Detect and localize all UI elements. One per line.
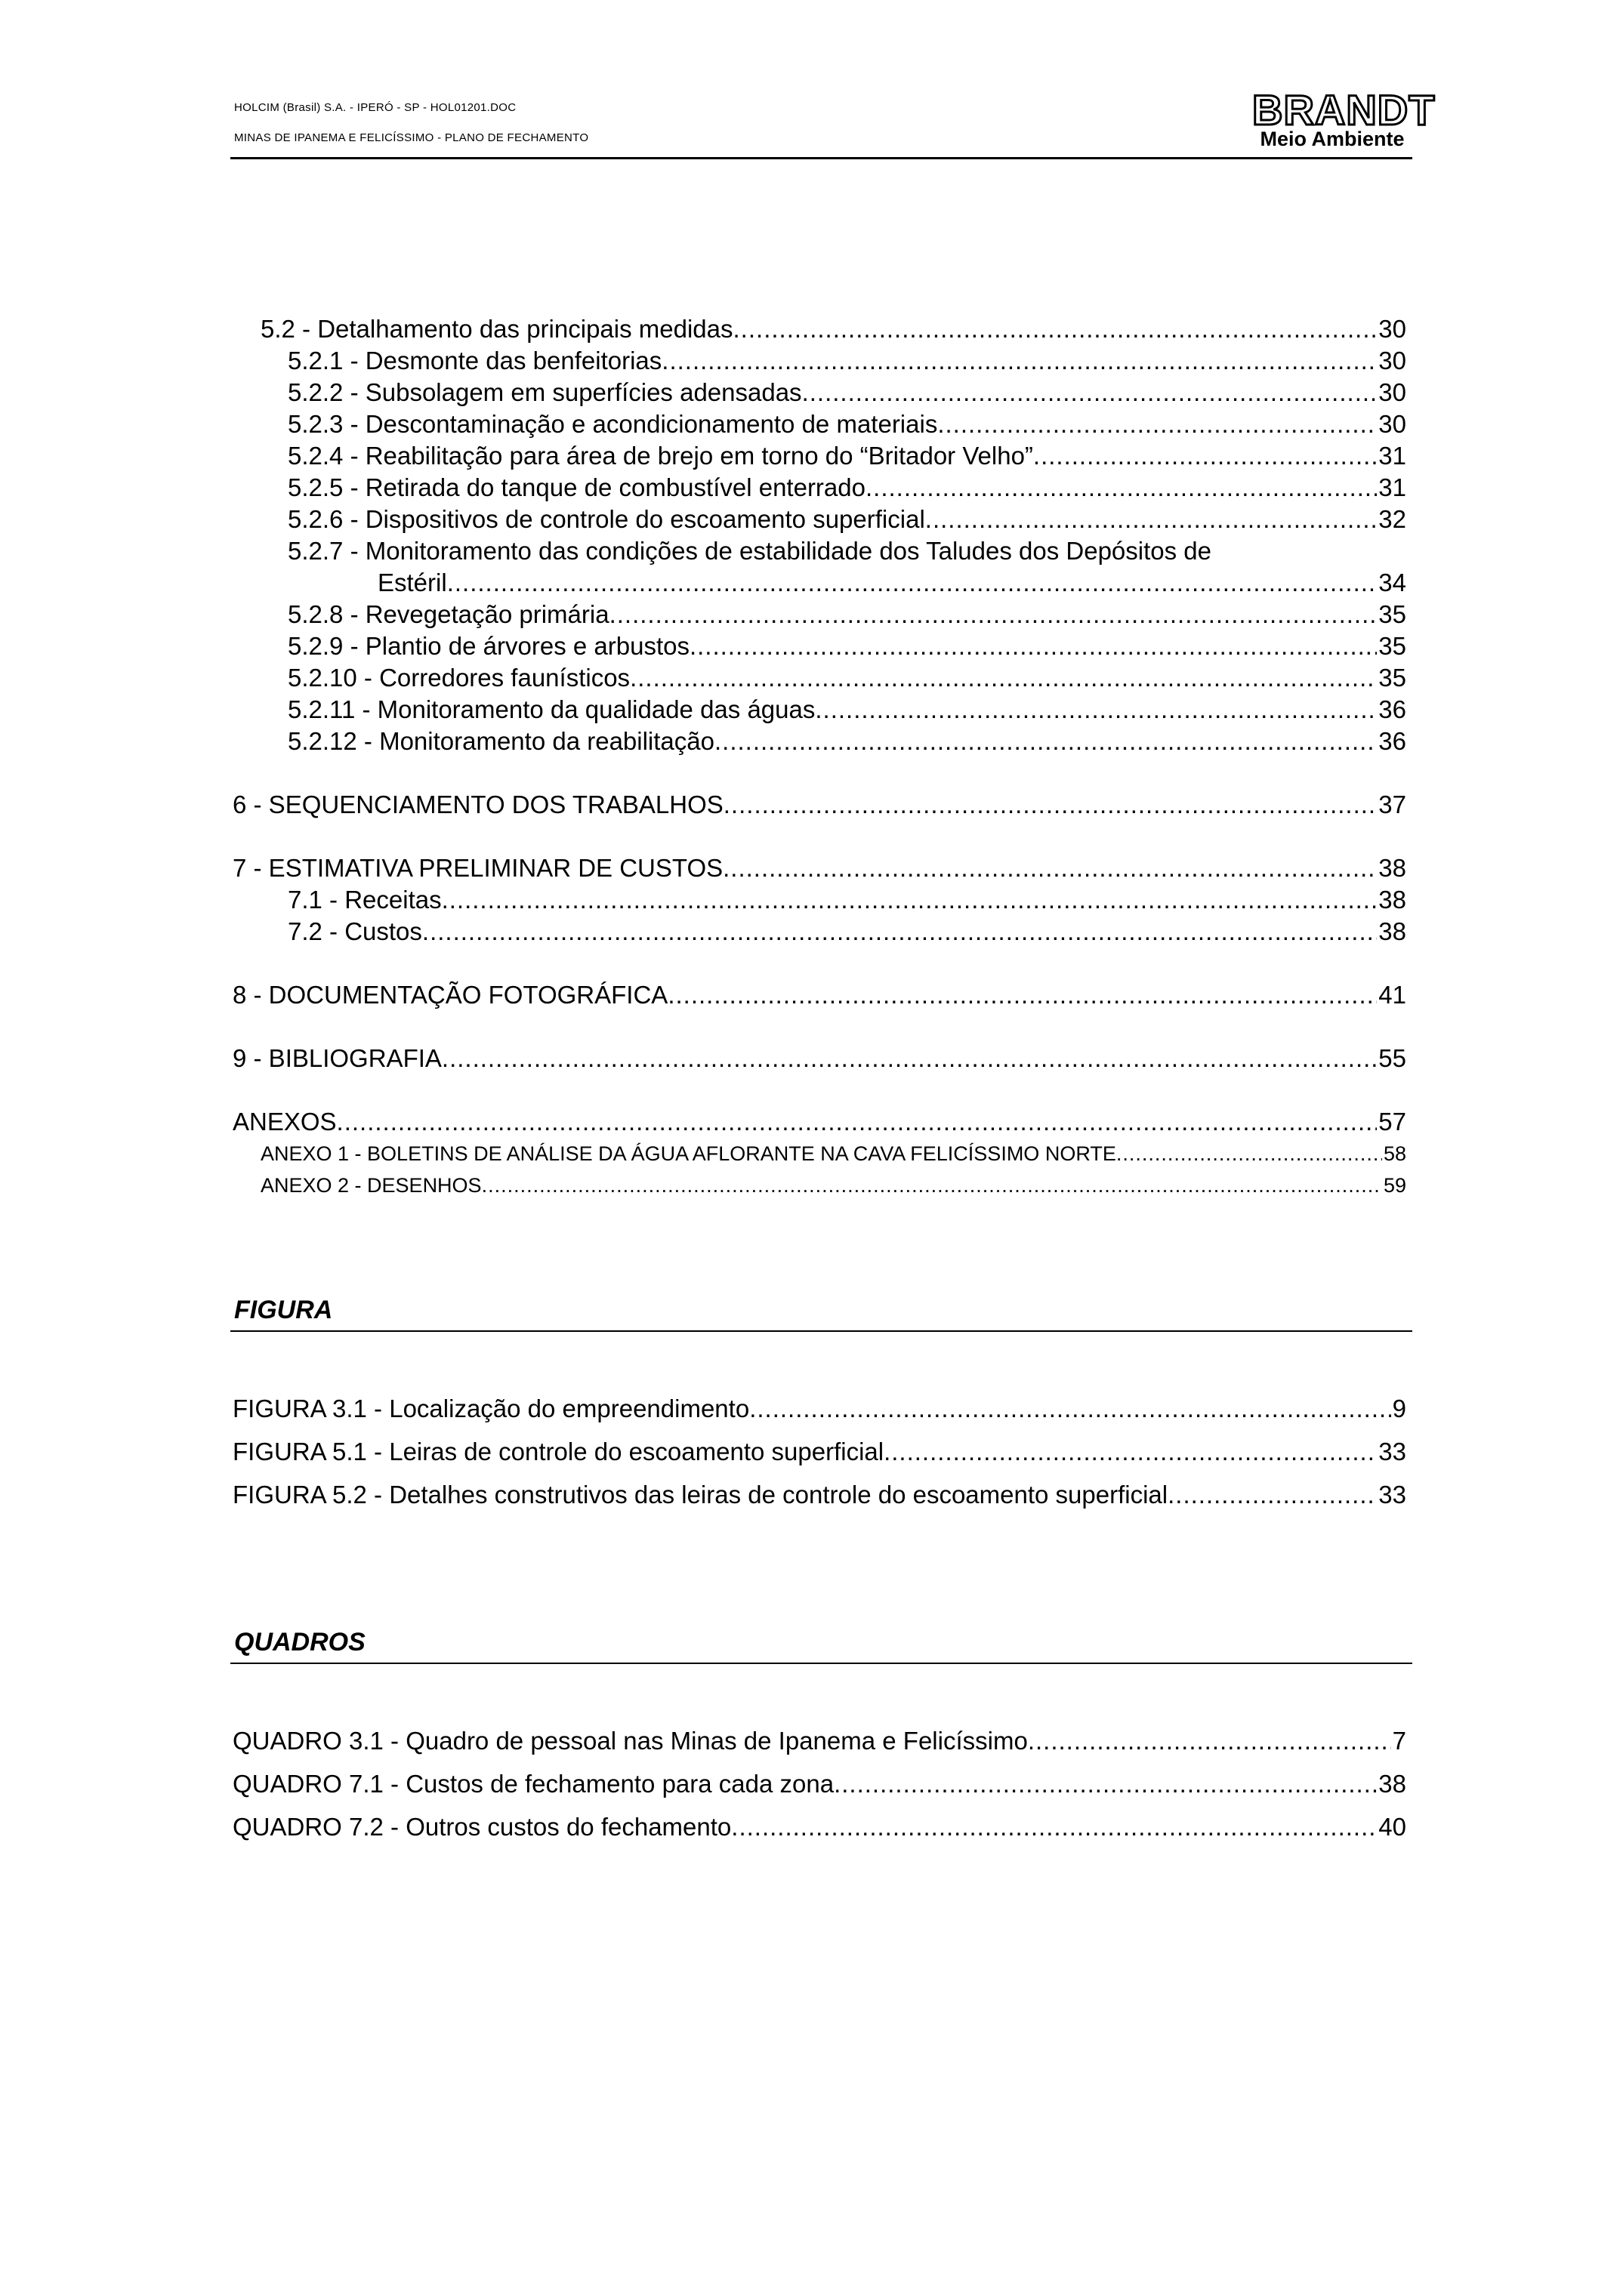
toc-chapter-entry[interactable]: 8 - DOCUMENTAÇÃO FOTOGRÁFICA ..... 41 [233,980,1406,1010]
dot-leader [815,695,1377,725]
dot-leader [834,1769,1377,1799]
dot-leader [482,1170,1382,1200]
toc-entry[interactable]: 5.2.3 - Descontaminação e acondicionamento de materiais ..... 30 [288,409,1406,439]
dot-leader [337,1107,1378,1137]
toc-entry[interactable]: 5.2.2 - Subsolagem em superfícies adensadas ..... 30 [288,378,1406,408]
toc-chapter-entry[interactable]: 7 - ESTIMATIVA PRELIMINAR DE CUSTOS ..... 38 [233,853,1406,883]
dot-leader [884,1437,1377,1467]
dot-leader [749,1394,1390,1424]
toc-entry[interactable]: 5.2 - Detalhamento das principais medidas ..... 30 [261,314,1406,344]
dot-leader [733,314,1378,344]
logo-brand-text: BRANDT [1252,86,1436,134]
logo-subtitle: Meio Ambiente [1260,128,1405,150]
dot-leader [937,409,1377,439]
dot-leader [442,1043,1377,1074]
toc-entry[interactable]: 5.2.11 - Monitoramento da qualidade das águas ..... 36 [288,695,1406,725]
dot-leader [731,1812,1377,1842]
table-list-item[interactable]: QUADRO 3.1 - Quadro de pessoal nas Minas de Ipanema e Felicíssimo ..... 7 [233,1726,1406,1756]
toc-entry-first-line[interactable]: 5.2.7 - Monitoramento das condições de estabilidade dos Taludes dos Depósitos de [288,537,1211,565]
dot-leader [447,568,1378,598]
toc-entry[interactable]: 7.1 - Receitas ..... 38 [288,885,1406,915]
toc-entry-continuation[interactable]: Estéril ..... 34 [378,568,1406,598]
dot-leader [690,631,1377,661]
toc-entry[interactable]: 5.2.9 - Plantio de árvores e arbustos ..... 35 [288,631,1406,661]
figure-list-item[interactable]: FIGURA 5.2 - Detalhes construtivos das leiras de controle do escoamento superficial ..... 33 [233,1480,1406,1510]
toc-entry[interactable]: 5.2.4 - Reabilitação para área de brejo em torno do “Britador Velho” ..... 31 [288,441,1406,471]
dot-leader [442,885,1378,915]
dot-leader [1116,1139,1382,1169]
dot-leader [802,378,1378,408]
dot-leader [714,726,1377,757]
dot-leader [1028,1726,1391,1756]
dot-leader [1168,1480,1377,1510]
toc-entry[interactable]: 5.2.10 - Corredores faunísticos ..... 35 [288,663,1406,693]
dot-leader [630,663,1377,693]
toc-chapter-entry[interactable]: 9 - BIBLIOGRAFIA ..... 55 [233,1043,1406,1074]
toc-entry[interactable]: 5.2.5 - Retirada do tanque de combustível enterrado ..... 31 [288,473,1406,503]
table-list-item[interactable]: QUADRO 7.1 - Custos de fechamento para cada zona ..... 38 [233,1769,1406,1799]
dot-leader [1033,441,1377,471]
figure-list-item[interactable]: FIGURA 3.1 - Localização do empreendimento ..... 9 [233,1394,1406,1424]
toc-chapter-entry[interactable]: 6 - SEQUENCIAMENTO DOS TRABALHOS ..... 37 [233,790,1406,820]
dot-leader [668,980,1377,1010]
dot-leader [662,346,1377,376]
toc-entry[interactable]: 5.2.8 - Revegetação primária ..... 35 [288,599,1406,630]
dot-leader [723,853,1377,883]
toc-annex-entry[interactable]: ANEXO 2 - DESENHOS ..... 59 [261,1170,1406,1200]
toc-entry[interactable]: 5.2.6 - Dispositivos de controle do escoamento superficial ..... 32 [288,504,1406,535]
dot-leader [724,790,1378,820]
figures-rule [230,1330,1412,1332]
dot-leader [609,599,1378,630]
toc-entry[interactable]: 5.2.1 - Desmonte das benfeitorias ..... 30 [288,346,1406,376]
toc-entry[interactable]: 5.2.12 - Monitoramento da reabilitação ..... 36 [288,726,1406,757]
tables-heading: QUADROS [234,1628,366,1657]
toc-chapter-entry[interactable]: ANEXOS ..... 57 [233,1107,1406,1137]
toc-entry[interactable]: 7.2 - Custos ..... 38 [288,917,1406,947]
dot-leader [865,473,1377,503]
toc-annex-entry[interactable]: ANEXO 1 - BOLETINS DE ANÁLISE DA ÁGUA AFLORANTE NA CAVA FELICÍSSIMO NORTE ..... 58 [261,1139,1406,1169]
header-document-line: HOLCIM (Brasil) S.A. - IPERÓ - SP - HOL01201.DOC [234,101,517,114]
table-list-item[interactable]: QUADRO 7.2 - Outros custos do fechamento ..... 40 [233,1812,1406,1842]
header-title-line: MINAS DE IPANEMA E FELICÍSSIMO - PLANO DE FECHAMENTO [234,131,589,144]
tables-rule [230,1663,1412,1664]
figures-heading: FIGURA [234,1296,333,1324]
dot-leader [422,917,1377,947]
dot-leader [925,504,1378,535]
figure-list-item[interactable]: FIGURA 5.1 - Leiras de controle do escoamento superficial ..... 33 [233,1437,1406,1467]
